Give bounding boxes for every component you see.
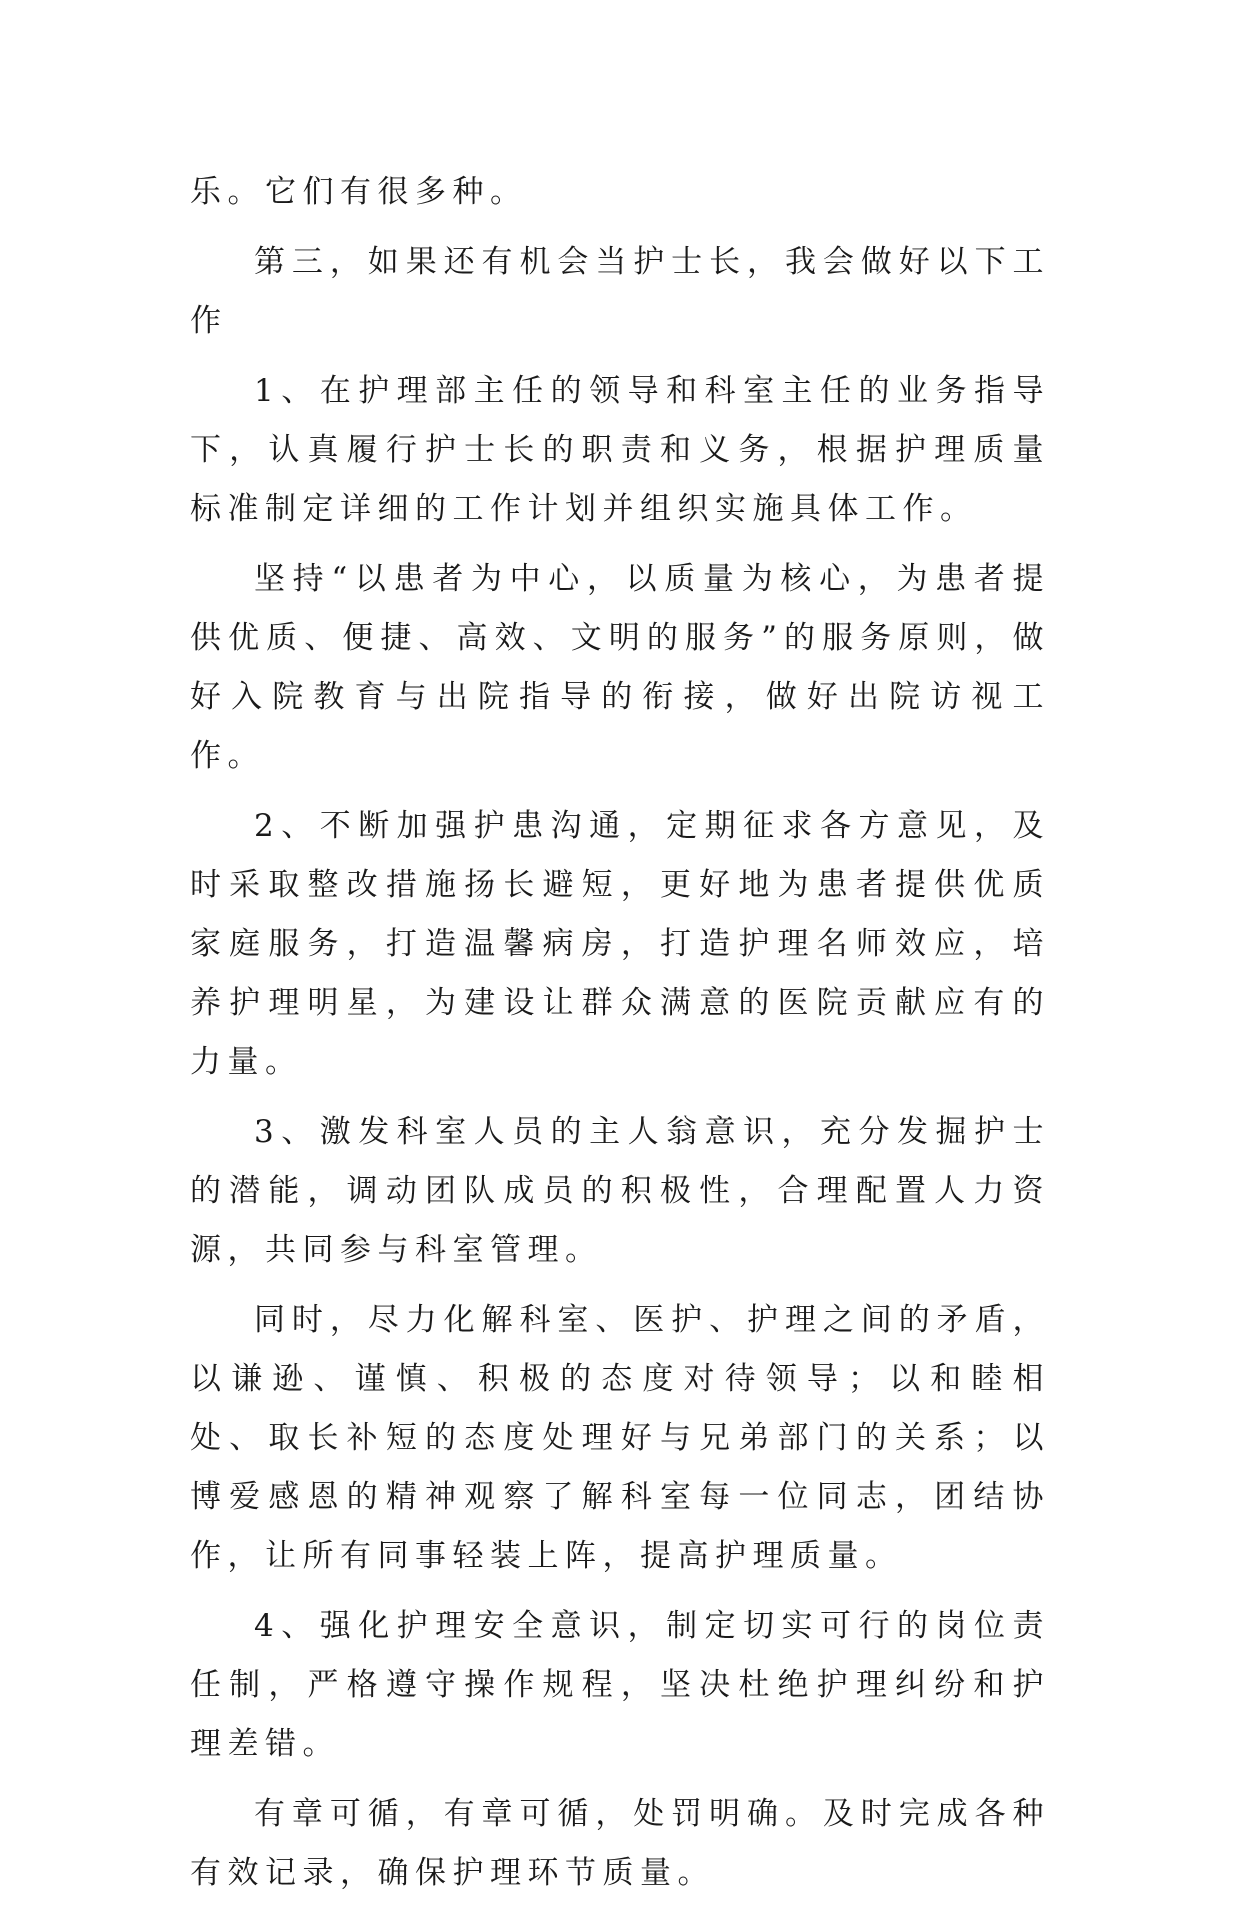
paragraph-item-2: 2、不断加强护患沟通，定期征求各方意见，及时采取整改措施扬长避短，更好地为患者提供优质家庭服务，打造温馨病房，打造护理名师效应，培养护理明星，为建设让群众满意的医院贡献应有的力量。 [190, 808, 1050, 1080]
paragraph-section-three-heading: 第三，如果还有机会当护士长，我会做好以下工作 [190, 244, 1050, 339]
paragraph-patient-centered: 坚持“以患者为中心，以质量为核心，为患者提供优质、便捷、高效、文明的服务”的服务原则，做好入院教育与出院指导的衔接，做好出院访视工作。 [190, 561, 1050, 774]
document-body [190, 163, 1050, 1914]
paragraph-cooperation: 同时，尽力化解科室、医护、护理之间的矛盾，以谦逊、谨慎、积极的态度对待领导；以和睦相处、取长补短的态度处理好与兄弟部门的关系；以博爱感恩的精神观察了解科室每一位同志，团结协作，让所有同事轻装上阵，提高护理质量。 [190, 1302, 1050, 1574]
paragraph-item-4: 4、强化护理安全意识，制定切实可行的岗位责任制，严格遵守操作规程，坚决杜绝护理纠纷和护理差错。 [190, 1608, 1050, 1762]
paragraph-item-3: 3、激发科室人员的主人翁意识，充分发掘护士的潜能，调动团队成员的积极性，合理配置人力资源，共同参与科室管理。 [190, 1114, 1050, 1268]
paragraph-rules: 有章可循，有章可循，处罚明确。及时完成各种有效记录，确保护理环节质量。 [190, 1796, 1050, 1891]
paragraph-item-1: 1、在护理部主任的领导和科室主任的业务指导下，认真履行护士长的职责和义务，根据护理质量标准制定详细的工作计划并组织实施具体工作。 [190, 373, 1050, 527]
paragraph-continuation: 乐。它们有很多种。 [190, 174, 528, 210]
